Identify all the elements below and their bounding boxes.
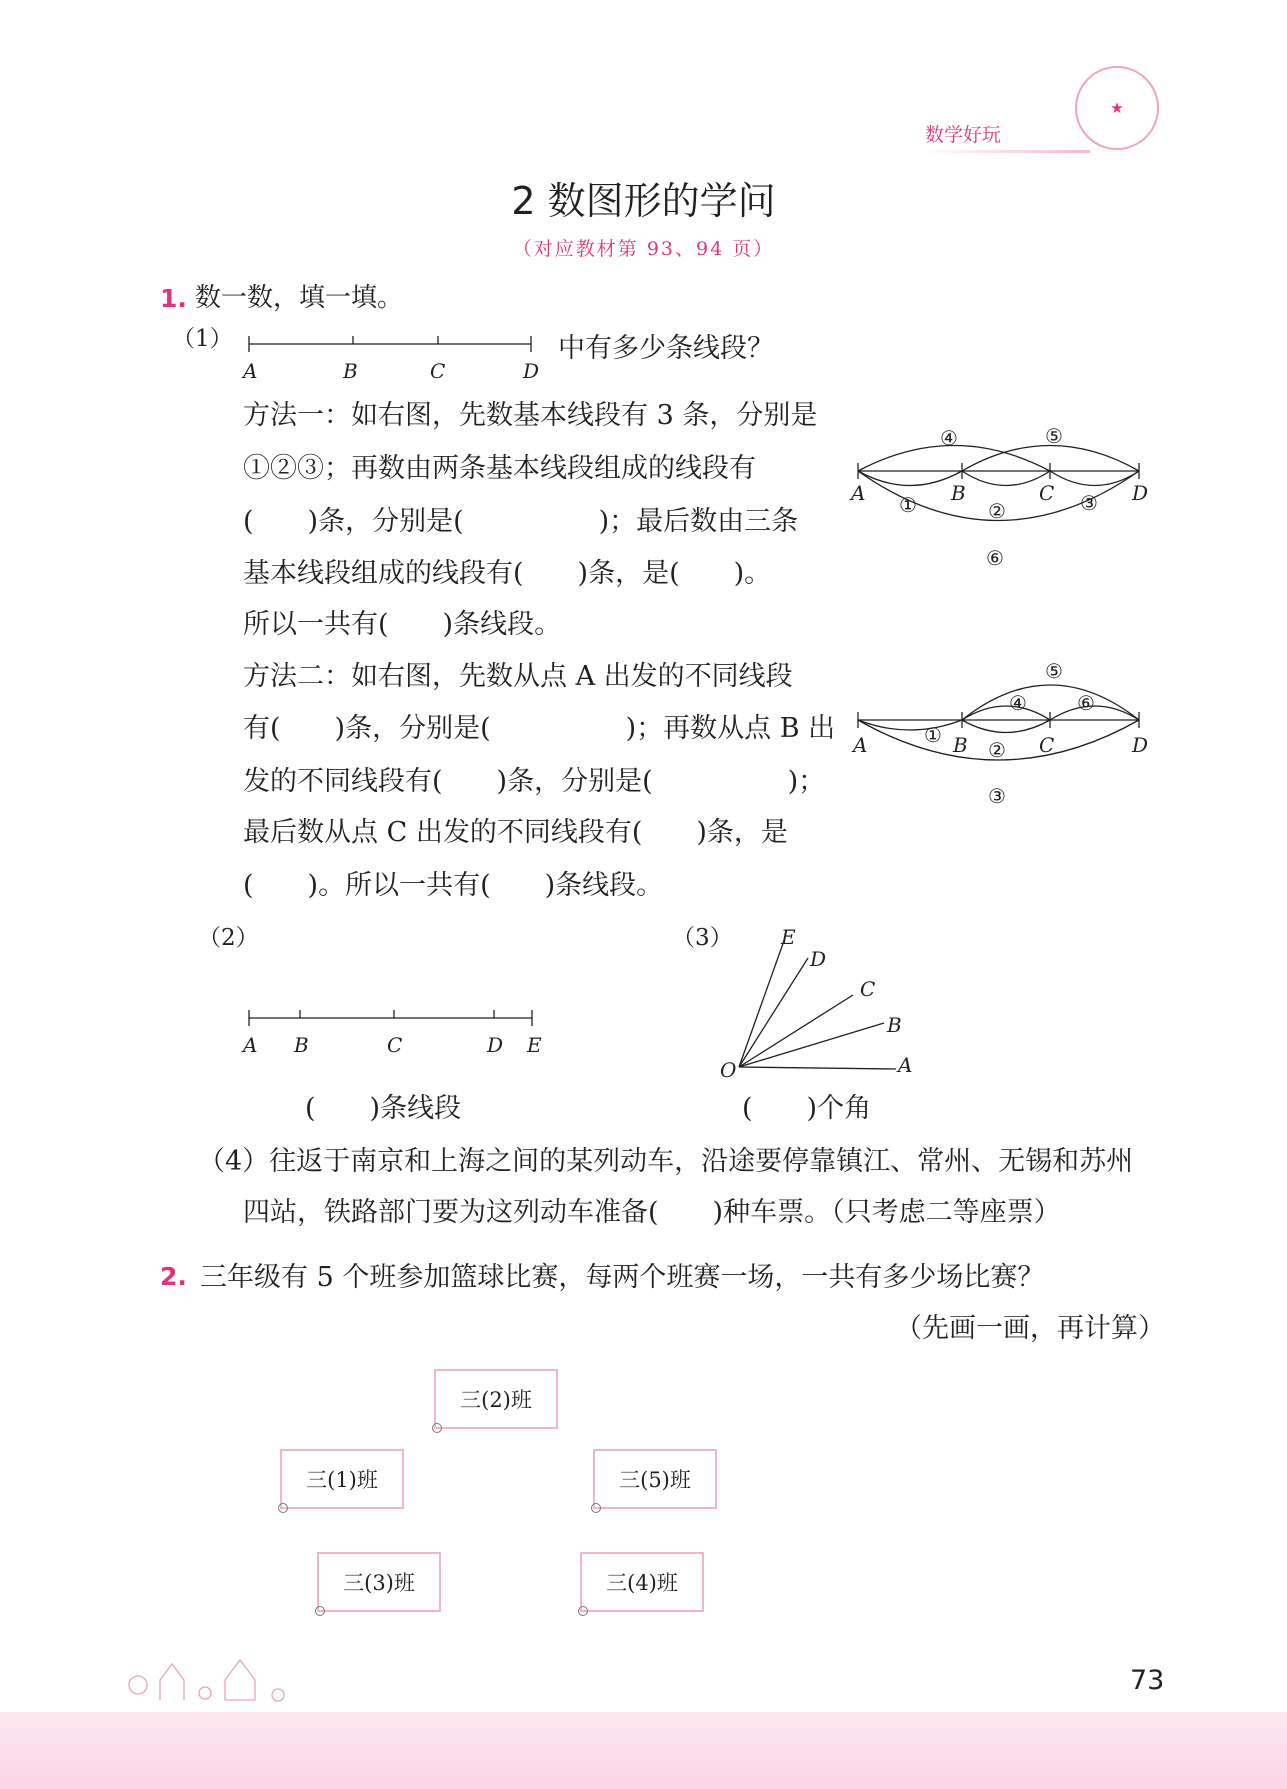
ray-label: C — [860, 977, 876, 1001]
part-2-answer: ( )条线段 — [305, 1093, 462, 1124]
segment-mark: ⑥ — [986, 546, 1004, 570]
point-label: B — [294, 1033, 309, 1057]
point-label: D — [523, 359, 540, 383]
page-number: 73 — [1130, 1665, 1165, 1696]
class-label: 三(5)班 — [619, 1468, 691, 1492]
method-1-line: ①②③；再数由两条基本线段组成的线段有 — [243, 453, 756, 484]
diagram-method-2 — [851, 659, 1148, 808]
segment-abcd-inline — [241, 336, 539, 383]
point-label: B — [953, 733, 968, 757]
point-label: C — [430, 359, 446, 383]
segment-abcde — [241, 1010, 542, 1057]
class-label: 三(1)班 — [306, 1468, 378, 1492]
question-2-text: 三年级有 5 个班参加篮球比赛，每两个班赛一场，一共有多少场比赛？ — [200, 1262, 1045, 1293]
part-2-label: （2） — [198, 925, 259, 951]
ray-label: E — [781, 925, 796, 949]
method-2-line: ( )。所以一共有( )条线段。 — [243, 870, 664, 901]
point-label: A — [243, 359, 258, 383]
point-label: B — [951, 481, 966, 505]
angle-rays — [720, 925, 912, 1082]
question-2-number: 2. — [160, 1262, 187, 1291]
class-label: 三(2)班 — [460, 1388, 532, 1412]
class-label: 三(4)班 — [606, 1571, 678, 1595]
segment-mark: ⑥ — [1077, 691, 1095, 715]
point-label: C — [1039, 733, 1055, 757]
method-2-line: 有( )条，分别是( )；再数从点 B 出 — [243, 713, 836, 744]
part-3-label: （3） — [672, 925, 733, 951]
segment-mark: ③ — [1080, 491, 1098, 515]
part-4-line: （4）往返于南京和上海之间的某列动车，沿途要停靠镇江、常州、无锡和苏州 — [198, 1146, 1134, 1177]
ray-label: D — [810, 947, 827, 971]
section-label: 数学好玩 — [925, 124, 1002, 146]
point-label: D — [487, 1033, 504, 1057]
point-label: E — [527, 1033, 542, 1057]
point-label: C — [387, 1033, 403, 1057]
segment-mark: ④ — [940, 426, 958, 450]
segment-mark: ⑤ — [1045, 659, 1063, 683]
class-label: 三(3)班 — [343, 1571, 415, 1595]
part-4-line: 四站，铁路部门要为这列动车准备( )种车票。（只考虑二等座票） — [243, 1197, 1061, 1228]
segment-mark: ① — [899, 493, 917, 517]
vertex-label: O — [720, 1058, 737, 1082]
question-1-number: 1. — [160, 284, 187, 313]
method-1-line: 方法一：如右图，先数基本线段有 3 条，分别是 — [243, 400, 818, 431]
page-subtitle: （对应教材第 93、94 页） — [512, 238, 775, 260]
segment-mark: ② — [988, 738, 1006, 762]
method-2-line: 发的不同线段有( )条，分别是( )； — [243, 766, 826, 797]
segment-mark: ① — [924, 723, 942, 747]
segment-mark: ⑤ — [1045, 424, 1063, 448]
method-1-line: 所以一共有( )条线段。 — [243, 609, 562, 640]
method-2-line: 最后数从点 C 出发的不同线段有( )条，是 — [243, 817, 788, 848]
method-1-line: ( )条，分别是( )；最后数由三条 — [243, 506, 799, 537]
segment-mark: ④ — [1009, 691, 1027, 715]
part-1-label: （1） — [172, 326, 233, 352]
diagram-method-1 — [849, 424, 1148, 570]
question-2-hint: （先画一画，再计算） — [895, 1313, 1165, 1344]
ray-label: B — [887, 1013, 902, 1037]
point-label: A — [851, 481, 866, 505]
point-label: C — [1039, 481, 1055, 505]
point-label: D — [1132, 733, 1149, 757]
publisher-logo: ★ — [1075, 66, 1159, 150]
method-1-line: 基本线段组成的线段有( )条，是( )。 — [243, 558, 772, 589]
segment-mark: ② — [988, 499, 1006, 523]
page-title: 2 数图形的学问 — [511, 179, 776, 223]
point-label: D — [1132, 481, 1149, 505]
part-1-question: 中有多少条线段？ — [558, 333, 774, 364]
ray-label: A — [898, 1053, 913, 1077]
point-label: B — [343, 359, 358, 383]
part-3-answer: ( )个角 — [742, 1093, 872, 1124]
method-2-line: 方法二：如右图，先数从点 A 出发的不同线段 — [243, 661, 793, 692]
question-1-heading: 数一数，填一填。 — [195, 283, 404, 313]
point-label: A — [243, 1033, 258, 1057]
segment-mark: ③ — [988, 784, 1006, 808]
footer-decoration-icon — [129, 1660, 284, 1701]
point-label: A — [853, 733, 868, 757]
